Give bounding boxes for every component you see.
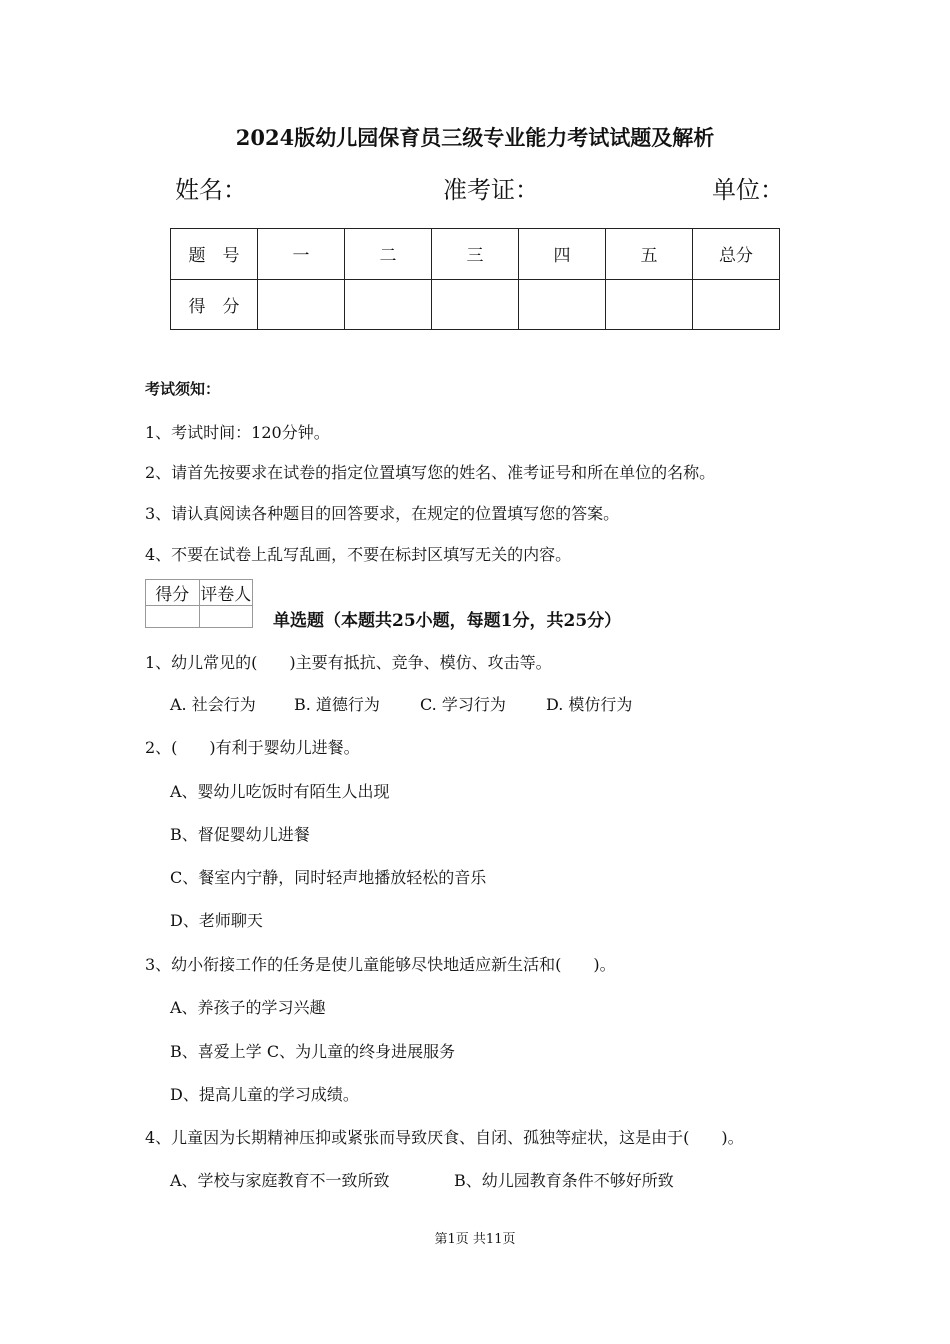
notice-item: 3、请认真阅读各种题目的回答要求，在规定的位置填写您的答案。 bbox=[145, 504, 620, 523]
name-label: 姓名： bbox=[175, 176, 247, 204]
question-option: B. 道德行为 bbox=[294, 695, 380, 714]
page-footer: 第1页 共11页 bbox=[434, 1232, 516, 1247]
question-option: A、学校与家庭教育不一致所致 bbox=[170, 1171, 390, 1190]
question-stem: 4、儿童因为长期精神压抑或紧张而导致厌食、自闭、孤独等症状，这是由于( )。 bbox=[145, 1128, 744, 1147]
score-row-label: 得 分 bbox=[171, 279, 258, 330]
score-header-cell: 题 号 bbox=[171, 229, 258, 280]
score-input-cell[interactable] bbox=[519, 279, 606, 330]
grader-box bbox=[145, 579, 253, 628]
score-table bbox=[170, 228, 780, 330]
score-header-cell: 五 bbox=[606, 229, 693, 280]
grader-score-label: 得分 bbox=[146, 580, 200, 606]
notice-item: 1、考试时间：120分钟。 bbox=[145, 423, 330, 442]
question-option: A、婴幼儿吃饭时有陌生人出现 bbox=[170, 782, 390, 801]
document-title: 2024版幼儿园保育员三级专业能力考试试题及解析 bbox=[235, 125, 715, 150]
score-header-cell: 四 bbox=[519, 229, 606, 280]
question-option: B、喜爱上学 C、为儿童的终身进展服务 bbox=[170, 1042, 456, 1061]
notice-heading: 考试须知： bbox=[145, 380, 221, 398]
notice-item: 4、不要在试卷上乱写乱画，不要在标封区填写无关的内容。 bbox=[145, 545, 572, 564]
notice-item: 2、请首先按要求在试卷的指定位置填写您的姓名、准考证号和所在单位的名称。 bbox=[145, 463, 716, 482]
score-input-cell[interactable] bbox=[345, 279, 432, 330]
question-stem: 3、幼小衔接工作的任务是使儿童能够尽快地适应新生活和( )。 bbox=[145, 955, 616, 974]
score-table-score-row bbox=[171, 279, 780, 330]
question-option: C. 学习行为 bbox=[420, 695, 506, 714]
question-option: B、督促婴幼儿进餐 bbox=[170, 825, 310, 844]
question-stem: 1、幼儿常见的( )主要有抵抗、竞争、模仿、攻击等。 bbox=[145, 653, 552, 672]
question-option: D. 模仿行为 bbox=[546, 695, 633, 714]
question-option: D、老师聊天 bbox=[170, 911, 263, 930]
score-input-cell[interactable] bbox=[258, 279, 345, 330]
score-header-cell: 一 bbox=[258, 229, 345, 280]
question-option: A、养孩子的学习兴趣 bbox=[170, 998, 326, 1017]
question-option: C、餐室内宁静，同时轻声地播放轻松的音乐 bbox=[170, 868, 487, 887]
question-option: B、幼儿园教育条件不够好所致 bbox=[454, 1171, 674, 1190]
score-input-cell[interactable] bbox=[432, 279, 519, 330]
question-option: A. 社会行为 bbox=[170, 695, 256, 714]
score-table-header-row bbox=[171, 229, 780, 280]
score-input-cell[interactable] bbox=[606, 279, 693, 330]
question-stem: 2、( )有利于婴幼儿进餐。 bbox=[145, 738, 360, 757]
grader-score-cell[interactable] bbox=[146, 606, 200, 628]
section-title: 单选题（本题共25小题，每题1分，共25分） bbox=[273, 611, 622, 631]
score-header-cell: 二 bbox=[345, 229, 432, 280]
grader-reviewer-cell[interactable] bbox=[199, 606, 253, 628]
score-input-cell[interactable] bbox=[693, 279, 780, 330]
unit-label: 单位： bbox=[712, 176, 784, 204]
question-option: D、提高儿童的学习成绩。 bbox=[170, 1085, 359, 1104]
score-header-cell: 三 bbox=[432, 229, 519, 280]
score-header-cell: 总分 bbox=[693, 229, 780, 280]
exam-id-label: 准考证： bbox=[443, 176, 539, 204]
grader-reviewer-label: 评卷人 bbox=[199, 580, 253, 606]
